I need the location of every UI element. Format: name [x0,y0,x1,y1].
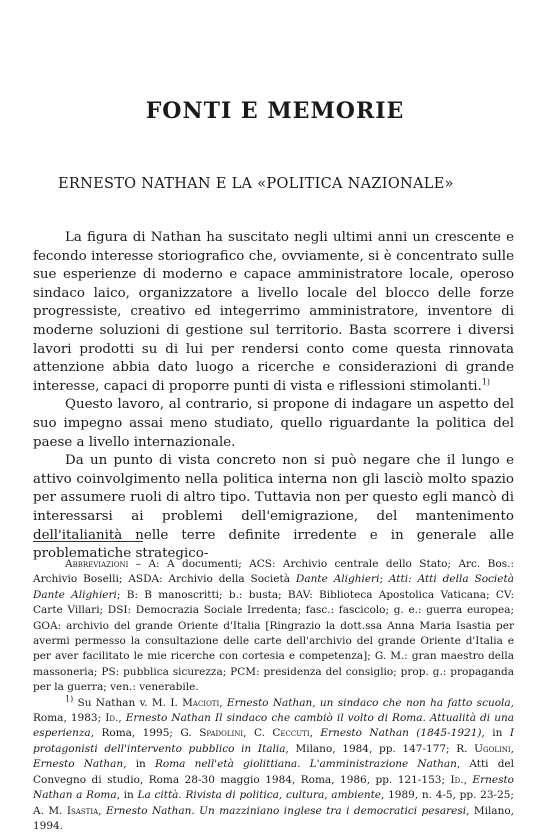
article-title: ERNESTO NATHAN E LA «POLITICA NAZIONALE» [58,176,454,192]
paragraph-3: Da un punto di vista concreto non si può negare che il lungo e attivo coinvolgimento nella politica interna non gli lasciò molto spazio per assumere ruoli di altro tipo. Tuttavia non per questo egli mancò di interessarsi ai problemi dell'emigrazione, del mantenimento dell'italianità nelle terre definite irredente e in generale alle problematiche strategico- [33,453,514,562]
footnotes [33,557,514,834]
footnote-ref-1: 1) [481,377,491,387]
paragraph-1: La figura di Nathan ha suscitato negli ultimi anni un crescente e fecondo interesse storiografico che, ovviamente, si è concentrato sulle sue esperienze di moderno e capace amministratore locale, operoso sindaco laico, organizzatore a livello locale del blocco delle forze progressiste, creativo ed integerrimo amministratore, inventore di moderne soluzioni di gestione sul territorio. Basta scorrere i diversi lavori prodotti su di lui per rendersi conto come questa rinnovata attenzione abbia dato luogo a ricerche e considerazioni di grande interesse, capaci di proporre punti di vista e riflessioni stimolanti.$^{1)}$ [33,230,514,394]
article-body [33,229,514,564]
footnote-1: $^{1)}$ Su Nathan v. M. I. Macioti, Ernesto Nathan, un sindaco che non ha fatto scuola, Roma, 1983; Id., Ernesto Nathan Il sindaco che cambiò il volto di Roma. Attualità di una esperienza, Roma, 1995; G. Spadolini, C. Ceccuti, Ernesto Nathan (1845-1921), in I protagonisti dell'intervento pubblico in Italia, Milano, 1984, pp. 147-177; R. Ugolini, Ernesto Nathan, in Roma nell'età giolittiana. L'amministrazione Nathan, Atti del Convegno di studio, Roma 28-30 maggio 1984, Roma, 1986, pp. 121-153; Id., Ernesto Nathan a Roma, in La città. Rivista di politica, cultura, ambiente, 1989, n. 4-5, pp. 23-25; A. M. Isastia, Ernesto Nathan. Un mazziniano inglese tra i democratici pesaresi, Milano, 1994. [33,694,514,832]
paragraph-2: Questo lavoro, al contrario, si propone di indagare un aspetto del suo impegno assai meno studiato, quello riguardante la politica del paese a livello internazionale. [33,397,514,450]
footnote-rule [33,541,143,542]
abbreviations-note: Abbreviazioni – A: A documenti; ACS: Archivio centrale dello Stato; Arc. Bos.: Archivio Boselli; ASDA: Archivio della Società Dante Alighieri; Atti: Atti della Società Dante Alighieri; B: B manoscritti; b.: busta; BAV: Biblioteca Apostolica Vaticana; CV: Carte Villari; DSI: Democrazia Sociale Irredenta; fasc.: fascicolo; g. e.: guerra europea; GOA: archivio del grande Oriente d'Italia [Ringrazio la dott.ssa Anna Maria Isastia per avermi permesso la consultazione delle carte dell'archivio del grande Oriente d'Italia e per aver facilitato le mie ricerche con cortesia e competenza]; G. M.: gran maestro della massoneria; PS: pubblica sicurezza; PCM: presidenza del consiglio; prop. g.: propaganda per la guerra; ven.: venerabile. [33,558,514,694]
section-title: FONTI E MEMORIE [145,98,405,124]
